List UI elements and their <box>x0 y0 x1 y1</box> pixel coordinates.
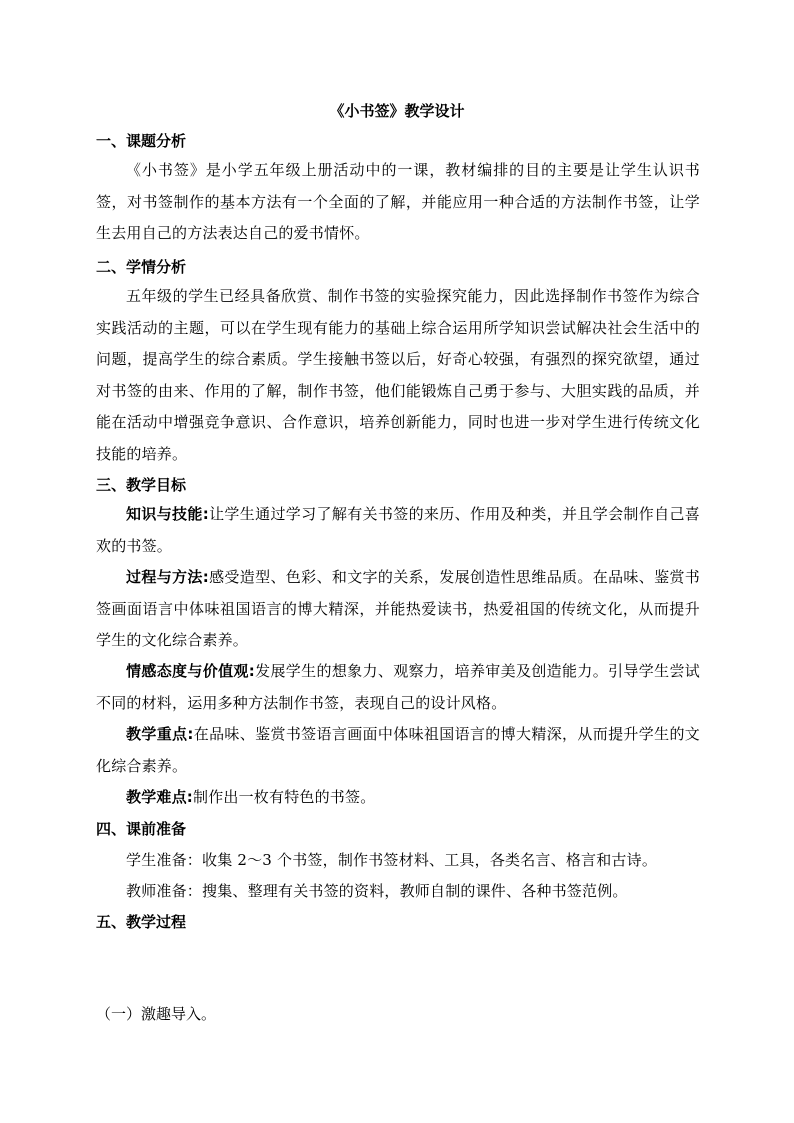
teacher-preparation: 教师准备：搜集、整理有关书签的资料，教师自制的课件、各种书签范例。 <box>126 882 628 900</box>
goal-knowledge-skills <box>96 499 700 562</box>
goal-text: 制作出一枚有特色的书签。 <box>193 788 376 806</box>
goal-emotion-values <box>96 656 700 719</box>
goal-label: 过程与方法: <box>126 568 209 586</box>
goal-process-methods <box>96 562 700 657</box>
paragraph-topic-analysis: 《小书签》是小学五年级上册活动中的一课，教材编排的目的主要是让学生认识书签，对书签制作的基本方法有一个全面的了解，并能应用一种合适的方法制作书签，让学生去用自己的方法表达自己的爱书情怀。 <box>96 161 700 242</box>
goal-label: 教学难点: <box>126 788 193 806</box>
document-title: 《小书签》教学设计 <box>329 102 465 120</box>
paragraph-learner-analysis: 五年级的学生已经具备欣赏、制作书签的实验探究能力，因此选择制作书签作为综合实践活动的主题，可以在学生现有能力的基础上综合运用所学知识尝试解决社会生活中的问题，提高学生的综合素质。学生接触书签以后，好奇心较强，有强烈的探究欲望，通过对书签的由来、作用的了解，制作书签，他们能锻炼自己勇于参与、大胆实践的品质，并能在活动中增强竞争意识、合作意识，培养创新能力，同时也进一步对学生进行传统文化技能的培养。 <box>96 287 700 463</box>
teaching-difficulty <box>96 782 700 814</box>
goal-text: 在品味、鉴赏书签语言画面中体味祖国语言的博大精深，从而提升学生的文化综合素养。 <box>96 725 701 775</box>
goal-text: 发展学生的想象力、观察力，培养审美及创造能力。引导学生尝试不同的材料，运用多种方法制作书签，表现自己的设计风格。 <box>96 662 700 712</box>
goal-text: 感受造型、色彩、和文字的关系，发展创造性思维品质。在品味、鉴赏书签画面语言中体味祖国语言的博大精深，并能热爱读书，热爱祖国的传统文化，从而提升学生的文化综合素养。 <box>96 568 701 649</box>
goal-label: 情感态度与价值观: <box>126 662 255 680</box>
section-heading-preparation: 四、课前准备 <box>96 820 187 838</box>
section-heading-topic-analysis: 一、课题分析 <box>96 132 187 150</box>
section-heading-teaching-goals: 三、教学目标 <box>96 476 187 494</box>
teaching-key-point <box>96 719 700 782</box>
student-preparation: 学生准备：收集 2～3 个书签，制作书签材料、工具，各类名言、格言和古诗。 <box>126 851 658 869</box>
goal-text: 让学生通过学习了解有关书签的来历、作用及种类，并且学会制作自己喜欢的书签。 <box>96 505 701 555</box>
goal-label: 教学重点: <box>126 725 194 743</box>
section-heading-teaching-process: 五、教学过程 <box>96 913 187 931</box>
subsection-intro: （一）激趣导入。 <box>96 1005 217 1023</box>
goal-label: 知识与技能: <box>126 505 209 523</box>
section-heading-learner-analysis: 二、学情分析 <box>96 258 187 276</box>
